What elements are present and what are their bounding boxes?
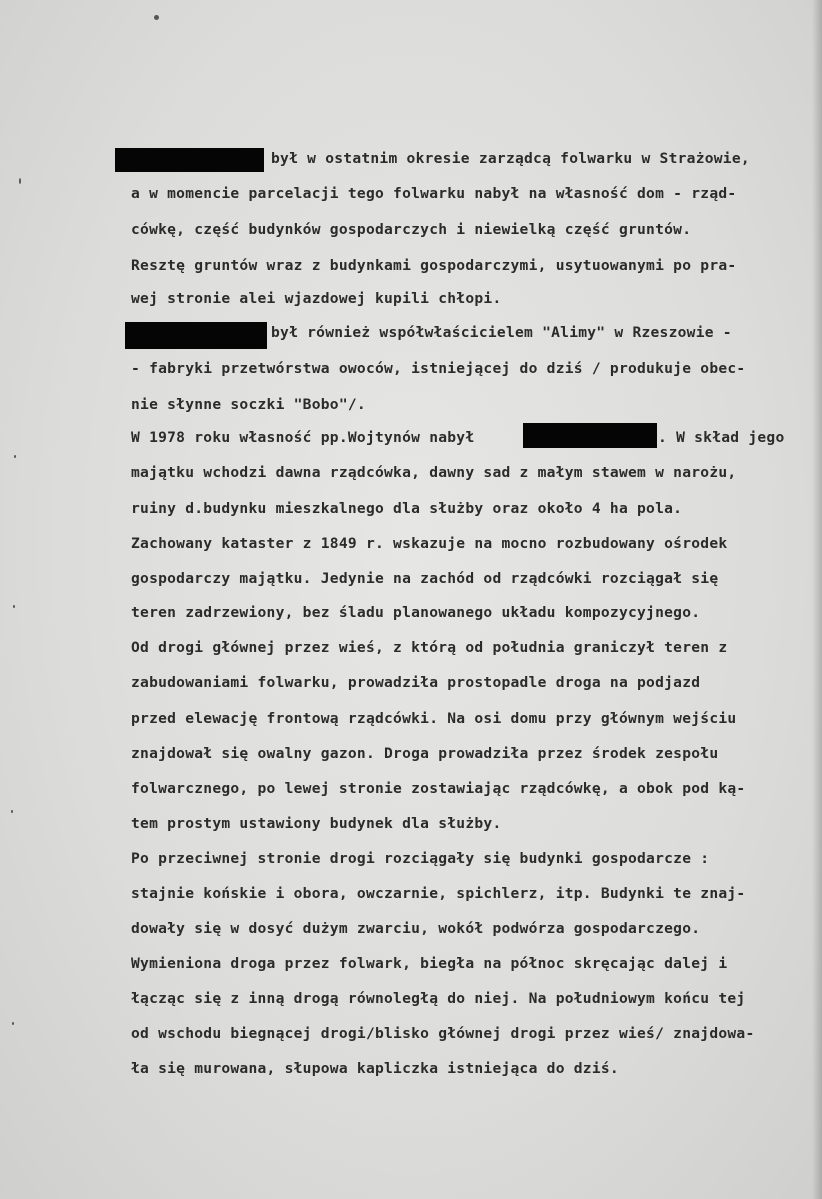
scan-speck [13, 605, 15, 608]
text-line: gospodarczy majątku. Jedynie na zachód od rządcówki rozciągał się [131, 570, 719, 587]
text-line: nie słynne soczki "Bobo"/. [131, 396, 366, 413]
text-line: od wschodu biegnącej drogi/blisko głównej drogi przez wieś/ znajdowa- [131, 1025, 755, 1042]
text-line: teren zadrzewiony, bez śladu planowanego układu kompozycyjnego. [131, 604, 701, 621]
text-line: znajdował się owalny gazon. Droga prowadziła przez środek zespołu [131, 745, 719, 762]
text-line: majątku wchodzi dawna rządcówka, dawny sad z małym stawem w narożu, [131, 464, 737, 481]
scan-speck [11, 810, 13, 813]
text-line: wej stronie alei wjazdowej kupili chłopi. [131, 290, 502, 307]
text-line: cówkę, część budynków gospodarczych i niewielką część gruntów. [131, 221, 692, 238]
text-line: a w momencie parcelacji tego folwarku nabył na własność dom - rząd- [131, 185, 737, 202]
text-line: łącząc się z inną drogą równoległą do niej. Na południowym końcu tej [131, 990, 746, 1007]
text-line: był w ostatnim okresie zarządcą folwarku w Strażowie, [271, 150, 750, 167]
text-line: Wymieniona droga przez folwark, biegła na północ skręcając dalej i [131, 955, 728, 972]
text-line: był również współwłaścicielem "Alimy" w Rzeszowie - [271, 324, 732, 341]
text-line: ruiny d.budynku mieszkalnego dla służby oraz około 4 ha pola. [131, 500, 683, 517]
text-line: Zachowany kataster z 1849 r. wskazuje na mocno rozbudowany ośrodek [131, 535, 728, 552]
text-line: W 1978 roku własność pp.Wojtynów nabył [131, 429, 475, 446]
text-line: folwarcznego, po lewej stronie zostawiając rządcówkę, a obok pod ką- [131, 780, 746, 797]
scan-speck [12, 1022, 14, 1025]
text-line: . W skład jego [658, 429, 785, 446]
text-line: stajnie końskie i obora, owczarnie, spichlerz, itp. Budynki te znaj- [131, 885, 746, 902]
scan-speck [14, 455, 16, 458]
redaction-bar [115, 148, 264, 172]
scan-edge-shadow [812, 0, 822, 1199]
text-line: zabudowaniami folwarku, prowadziła prostopadle droga na podjazd [131, 674, 701, 691]
text-line: Resztę gruntów wraz z budynkami gospodarczymi, usytuowanymi po pra- [131, 257, 737, 274]
scan-speck [154, 15, 159, 20]
scan-speck [19, 178, 21, 184]
text-line: - fabryki przetwórstwa owoców, istniejącej do dziś / produkuje obec- [131, 360, 746, 377]
text-line: Po przeciwnej stronie drogi rozciągały się budynki gospodarcze : [131, 850, 710, 867]
text-line: tem prostym ustawiony budynek dla służby. [131, 815, 502, 832]
text-line: przed elewację frontową rządcówki. Na osi domu przy głównym wejściu [131, 710, 737, 727]
redaction-bar [523, 423, 657, 448]
text-line: ła się murowana, słupowa kapliczka istniejąca do dziś. [131, 1060, 619, 1077]
redaction-bar [125, 322, 267, 349]
text-line: dowały się w dosyć dużym zwarciu, wokół podwórza gospodarczego. [131, 920, 701, 937]
text-line: Od drogi głównej przez wieś, z którą od południa graniczył teren z [131, 639, 728, 656]
